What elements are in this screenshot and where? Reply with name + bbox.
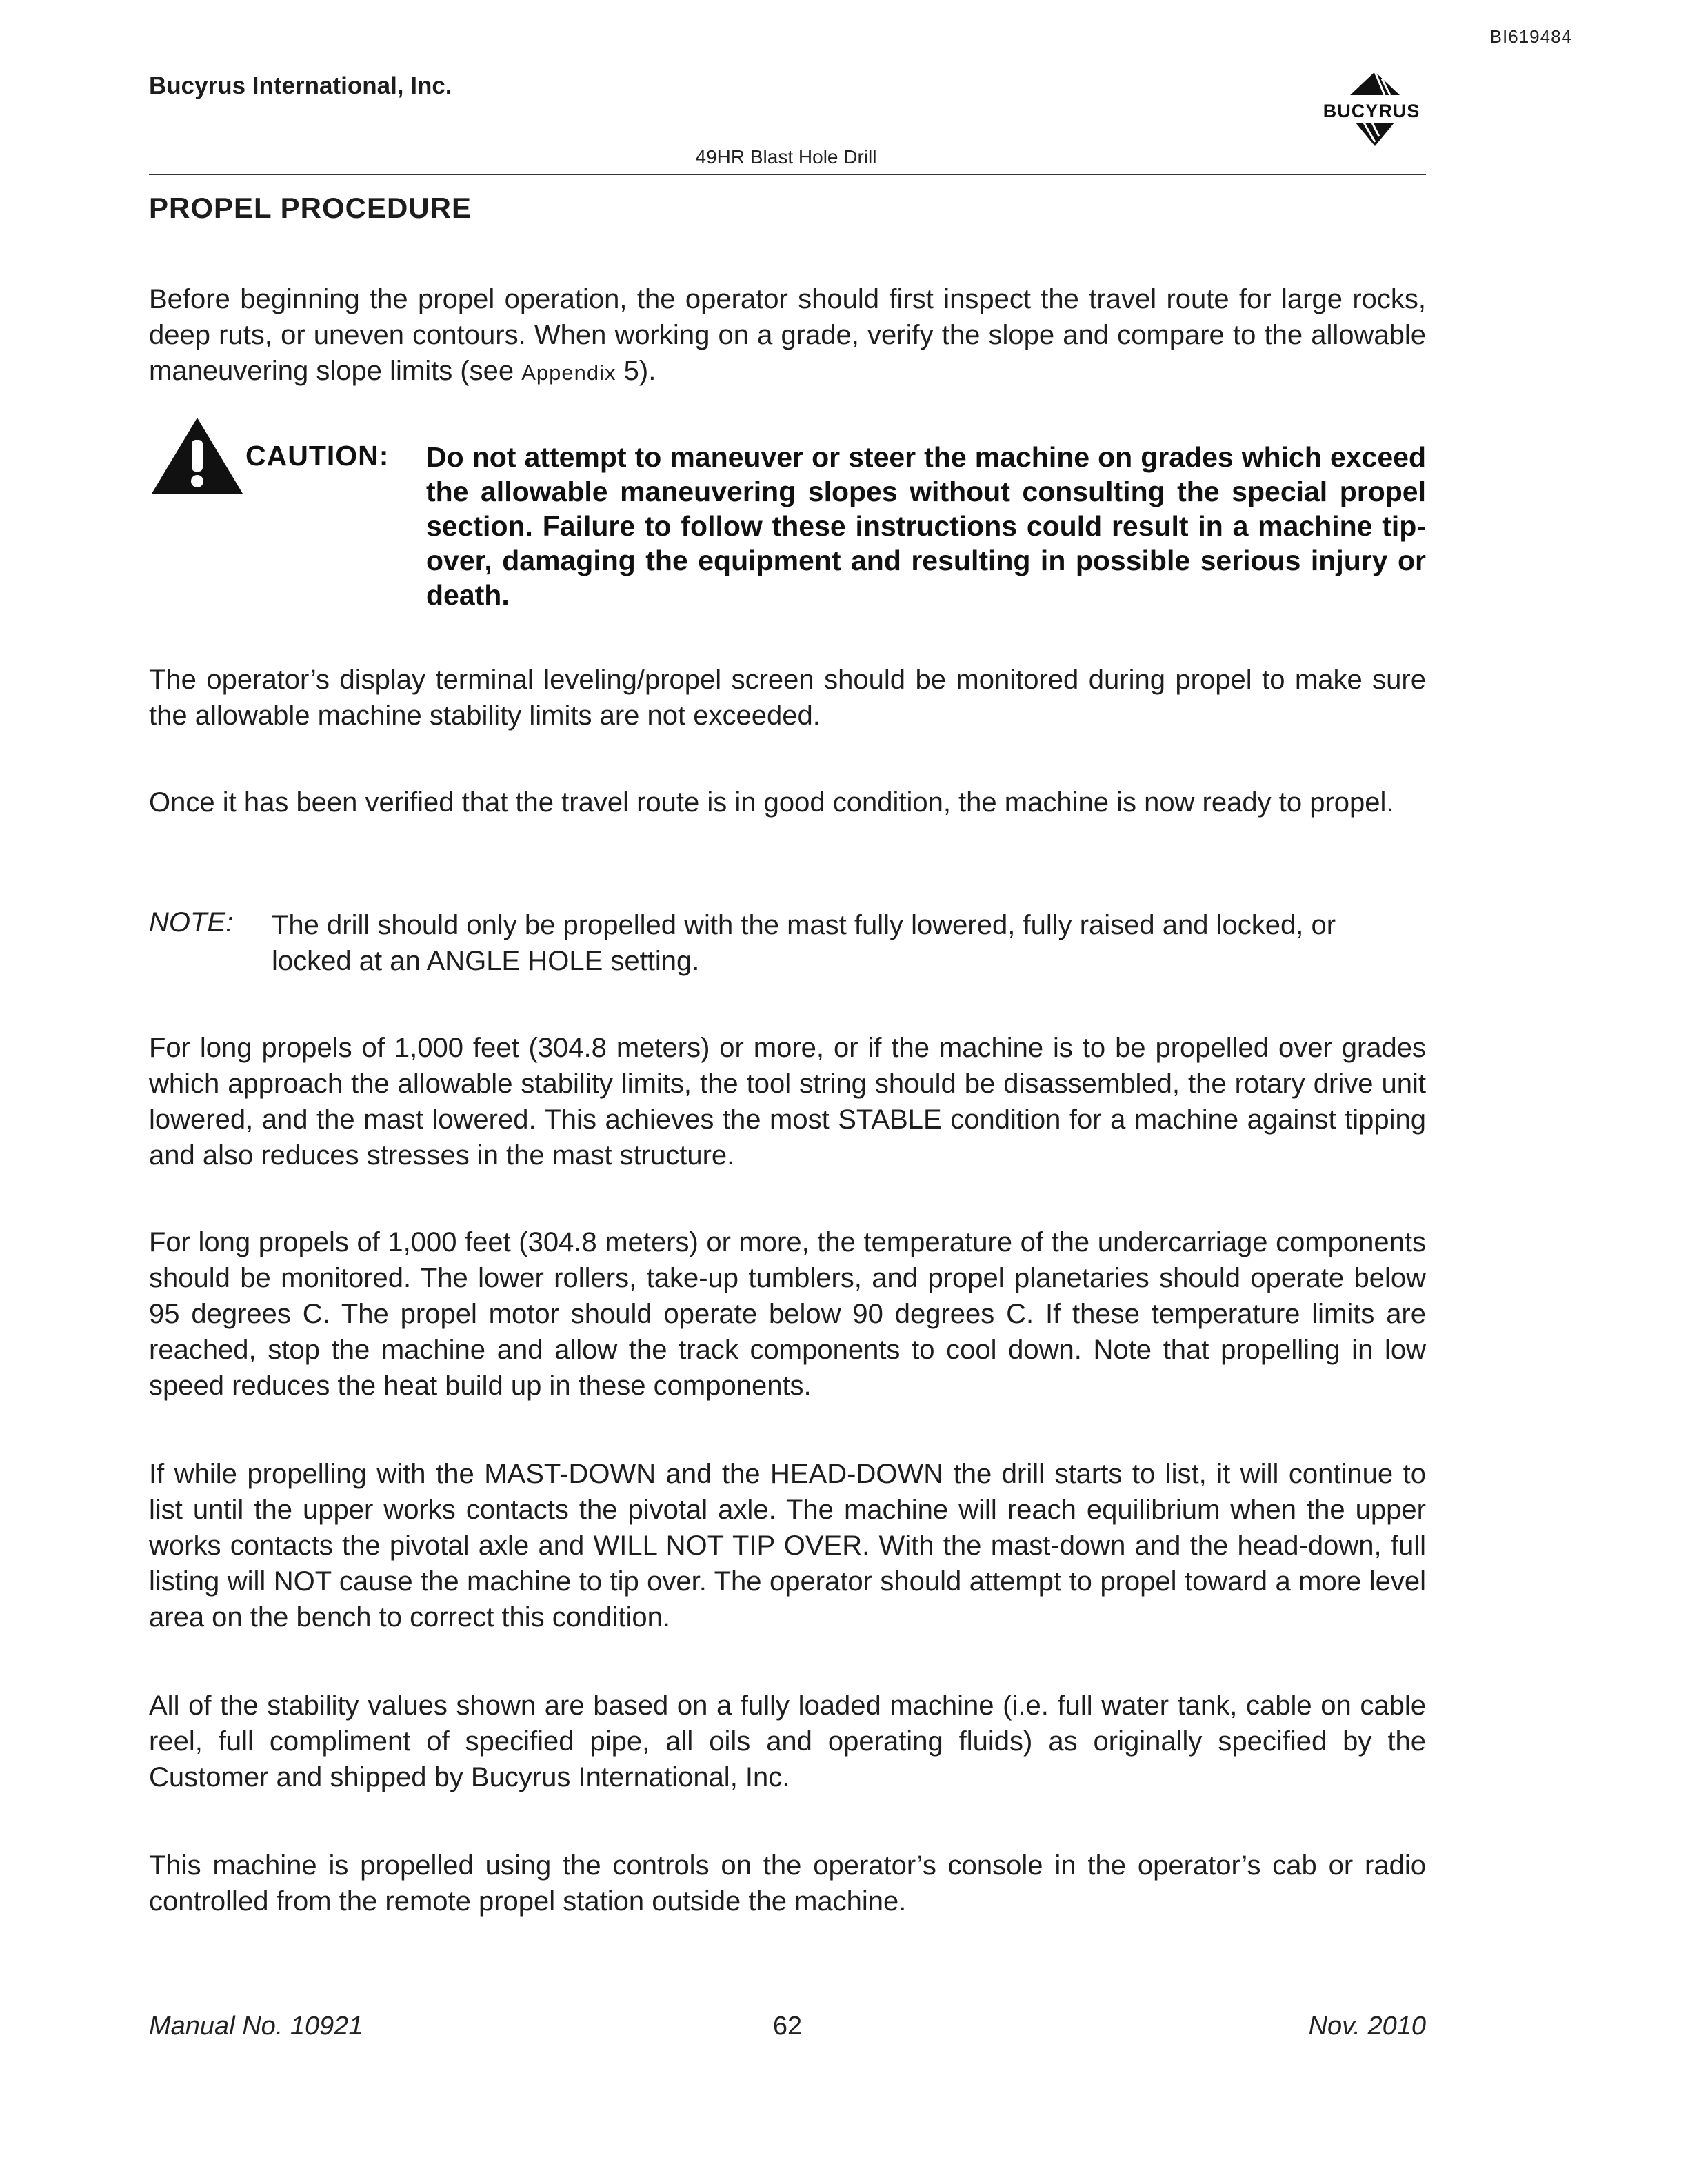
- note-label: NOTE:: [149, 907, 234, 938]
- warning-triangle-icon: [149, 415, 245, 496]
- paragraph-stability-values: All of the stability values shown are based on a fully loaded machine (i.e. full water tank, cable on cable reel, full compliment of specified pipe, all oils and operating fluids) as originally specified by the Customer and shipped by Bucyrus International, Inc.: [149, 1690, 1426, 1792]
- paragraph-long-propels: For long propels of 1,000 feet (304.8 meters) or more, or if the machine is to be propelled over grades which approach the allowable stability limits, the tool string should be disassembled, the rotary drive unit lowered, and the mast lowered. This achieves the most STABLE condition for a machine against tipping and also reduces stresses in the mast structure.: [149, 1033, 1426, 1171]
- intro-paragraph: [149, 281, 1426, 391]
- header-divider: [149, 174, 1426, 175]
- paragraph-display-terminal: The operator’s display terminal leveling/propel screen should be monitored during propel to make sure the allowable machine stability limits are not exceeded.: [149, 665, 1426, 731]
- document-subtitle: 49HR Blast Hole Drill: [695, 146, 877, 168]
- paragraph-travel-route: Once it has been verified that the travel route is in good condition, the machine is now ready to propel.: [149, 787, 1394, 818]
- section-title: PROPEL PROCEDURE: [149, 192, 472, 224]
- footer-date: Nov. 2010: [1308, 2012, 1426, 2041]
- footer-manual-number: Manual No. 10921: [149, 2012, 363, 2041]
- intro-text: Before beginning the propel operation, the operator should first inspect the travel route for large rocks, deep ruts, or uneven contours. When working on a grade, verify the slope and compare to the allowable maneuvering slope limits (see: [149, 284, 1426, 386]
- caution-label: CAUTION:: [245, 440, 390, 472]
- company-name: Bucyrus International, Inc.: [149, 72, 452, 99]
- document-id: BI619484: [1489, 26, 1572, 47]
- note-text: The drill should only be propelled with the mast fully lowered, fully raised and locked, or locked at an ANGLE HOLE setting.: [272, 910, 1336, 976]
- logo-text: BUCYRUS: [1323, 101, 1420, 121]
- bucyrus-logo-icon: [1307, 70, 1436, 152]
- paragraph-controls: This machine is propelled using the controls on the operator’s console in the operator’s cab or radio controlled from the remote propel station outside the machine.: [149, 1850, 1426, 1917]
- caution-text: Do not attempt to maneuver or steer the machine on grades which exceed the allowable maneuvering slopes without consulting the special propel section. Failure to follow these instructions could result in a machine tip-over, damaging the equipment and resulting in possible serious injury or death.: [426, 441, 1426, 611]
- paragraph-temperature: For long propels of 1,000 feet (304.8 meters) or more, the temperature of the undercarriage components should be monitored. The lower rollers, take-up tumblers, and propel planetaries should operate below 95 degrees C. The propel motor should operate below 90 degrees C. If these temperature limits are reached, stop the machine and allow the track components to cool down. Note that propelling in low speed reduces the heat build up in these components.: [149, 1227, 1426, 1401]
- appendix-reference: Appendix: [521, 361, 616, 385]
- paragraph-listing: If while propelling with the MAST-DOWN and the HEAD-DOWN the drill starts to list, it will continue to list until the upper works contacts the pivotal axle. The machine will reach equilibrium when the upper works contacts the pivotal axle and WILL NOT TIP OVER. With the mast-down and the head-down, full listing will NOT cause the machine to tip over. The operator should attempt to propel toward a more level area on the bench to correct this condition.: [149, 1459, 1426, 1632]
- intro-text-end: 5).: [616, 356, 656, 386]
- footer-page-number: 62: [772, 2012, 803, 2041]
